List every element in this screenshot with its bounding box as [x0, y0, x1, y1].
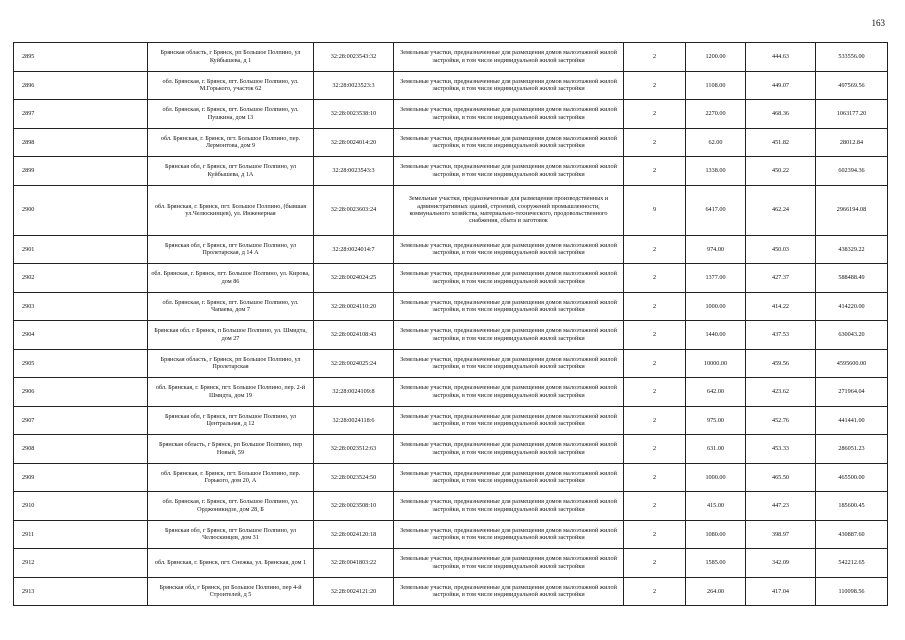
table-row [14, 378, 888, 407]
row-number-cell: 2910 [14, 492, 148, 521]
cadastral-value-cell: 438329.22 [816, 235, 888, 264]
table-row [14, 100, 888, 129]
row-number-cell: 2904 [14, 321, 148, 350]
specific-value-cell: 427.37 [746, 264, 816, 293]
cadastral-number-cell: 32:28:0023603:24 [314, 185, 394, 235]
specific-value-cell: 462.24 [746, 185, 816, 235]
specific-value-cell: 452.76 [746, 406, 816, 435]
group-cell: 2 [624, 463, 686, 492]
table-row [14, 520, 888, 549]
land-use-cell: Земельные участки, предназначенные для размещения домов малоэтажной жилой застройки, в том числе индивидуальной жилой застройки [394, 321, 624, 350]
cadastral-value-table [13, 42, 888, 606]
address-cell: Брянская область, г Брянск, рп Большое Полпино, пер Новый, 59 [148, 435, 314, 464]
address-cell: обл. Брянская, г. Брянск, пгт. Большое Полпино, ул. Кирова, дом 86 [148, 264, 314, 293]
specific-value-cell: 453.33 [746, 435, 816, 464]
specific-value-cell: 447.23 [746, 492, 816, 521]
address-cell: обл. Брянская, г. Брянск, пгт. Большое Полпино, ул. Пушкина, дом 13 [148, 100, 314, 129]
address-cell: Брянская область, г Брянск, рп Большое Полпино, ул Куйбышева, д 1 [148, 43, 314, 72]
specific-value-cell: 459.56 [746, 349, 816, 378]
table-row [14, 264, 888, 293]
cadastral-value-cell: 602394.36 [816, 157, 888, 186]
group-cell: 2 [624, 292, 686, 321]
address-cell: Брянская обл, г Брянск, пгт Большое Полпино, ул Куйбышева, д 1А [148, 157, 314, 186]
address-cell: Брянская обл, г Брянск, пгт Большое Полпино, ул Центральная, д 12 [148, 406, 314, 435]
address-cell: Брянская обл, г Брянск, пгт Большое Полпино, ул Пролетарская, д 14 А [148, 235, 314, 264]
row-number-cell: 2908 [14, 435, 148, 464]
table-body [14, 43, 888, 606]
area-cell: 1377.00 [686, 264, 746, 293]
table-row [14, 292, 888, 321]
specific-value-cell: 451.82 [746, 128, 816, 157]
cadastral-value-cell: 2966194.08 [816, 185, 888, 235]
area-cell: 1000.00 [686, 463, 746, 492]
group-cell: 2 [624, 435, 686, 464]
row-number-cell: 2913 [14, 577, 148, 606]
land-use-cell: Земельные участки, предназначенные для размещения домов малоэтажной жилой застройки, в том числе индивидуальной жилой застройки [394, 378, 624, 407]
table-row [14, 43, 888, 72]
address-cell: Брянская обл. г Брянск, п Большое Полпино, ул. Шмидта, дом 27 [148, 321, 314, 350]
land-use-cell: Земельные участки, предназначенные для размещения домов малоэтажной жилой застройки, в том числе индивидуальной жилой застройки [394, 492, 624, 521]
address-cell: обл. Брянская, г. Брянск, пгт. Большое Полпино, пер. Лермонтова, дом 9 [148, 128, 314, 157]
area-cell: 631.00 [686, 435, 746, 464]
area-cell: 1585.00 [686, 549, 746, 578]
area-cell: 1440.00 [686, 321, 746, 350]
group-cell: 2 [624, 264, 686, 293]
group-cell: 2 [624, 43, 686, 72]
group-cell: 2 [624, 128, 686, 157]
area-cell: 2270.00 [686, 100, 746, 129]
group-cell: 2 [624, 349, 686, 378]
area-cell: 415.00 [686, 492, 746, 521]
cadastral-number-cell: 32:28:0024110:20 [314, 292, 394, 321]
specific-value-cell: 417.04 [746, 577, 816, 606]
table-row [14, 157, 888, 186]
group-cell: 2 [624, 378, 686, 407]
specific-value-cell: 414.22 [746, 292, 816, 321]
address-cell: Брянская обл, г Брянск, пгт Большое Полпино, ул Челюскинцев, дом 31 [148, 520, 314, 549]
address-cell: Брянская область, г Брянск, рп Большое Полпино, ул Пролетарская [148, 349, 314, 378]
cadastral-number-cell: 32:28:0024121:20 [314, 577, 394, 606]
cadastral-number-cell: 32:28:0024120:18 [314, 520, 394, 549]
cadastral-number-cell: 32:28:0023543:32 [314, 43, 394, 72]
specific-value-cell: 450.03 [746, 235, 816, 264]
land-use-cell: Земельные участки, предназначенные для размещения производственных и административных зданий, строений, сооружений промышленности, коммунального хозяйства, материально-технического, продовольственного снабжения, сбыта и заготовок [394, 185, 624, 235]
row-number-cell: 2905 [14, 349, 148, 378]
table-row [14, 577, 888, 606]
group-cell: 2 [624, 157, 686, 186]
group-cell: 2 [624, 321, 686, 350]
cadastral-value-cell: 542212.65 [816, 549, 888, 578]
row-number-cell: 2903 [14, 292, 148, 321]
address-cell: обл. Брянская, г. Брянск, пгт. Большое Полпино, пер. 2-й Шмидта, дом 19 [148, 378, 314, 407]
area-cell: 1200.00 [686, 43, 746, 72]
land-use-cell: Земельные участки, предназначенные для размещения домов малоэтажной жилой застройки, в том числе индивидуальной жилой застройки [394, 157, 624, 186]
cadastral-value-cell: 1063177.20 [816, 100, 888, 129]
cadastral-number-cell: 32:28:0023524:50 [314, 463, 394, 492]
table-row [14, 235, 888, 264]
cadastral-value-cell: 630043.20 [816, 321, 888, 350]
address-cell: обл. Брянская, г. Брянск, пгт. Снежка, ул. Брянская, дом 1 [148, 549, 314, 578]
table-row [14, 463, 888, 492]
cadastral-number-cell: 32:28:0023523:3 [314, 71, 394, 100]
row-number-cell: 2900 [14, 185, 148, 235]
land-use-cell: Земельные участки, предназначенные для размещения домов малоэтажной жилой застройки, в том числе индивидуальной жилой застройки [394, 71, 624, 100]
cadastral-number-cell: 32:28:0024108:43 [314, 321, 394, 350]
table-row [14, 349, 888, 378]
group-cell: 2 [624, 100, 686, 129]
specific-value-cell: 423.62 [746, 378, 816, 407]
specific-value-cell: 465.50 [746, 463, 816, 492]
group-cell: 2 [624, 71, 686, 100]
row-number-cell: 2909 [14, 463, 148, 492]
cadastral-number-cell: 32:28:0024014:7 [314, 235, 394, 264]
land-use-cell: Земельные участки, предназначенные для размещения домов малоэтажной жилой застройки, в том числе индивидуальной жилой застройки [394, 264, 624, 293]
table-row [14, 549, 888, 578]
row-number-cell: 2897 [14, 100, 148, 129]
land-use-cell: Земельные участки, предназначенные для размещения домов малоэтажной жилой застройки, в том числе индивидуальной жилой застройки [394, 128, 624, 157]
area-cell: 10000.00 [686, 349, 746, 378]
land-use-cell: Земельные участки, предназначенные для размещения домов малоэтажной жилой застройки, в том числе индивидуальной жилой застройки [394, 235, 624, 264]
area-cell: 62.00 [686, 128, 746, 157]
table-row [14, 71, 888, 100]
row-number-cell: 2907 [14, 406, 148, 435]
area-cell: 6417.00 [686, 185, 746, 235]
land-use-cell: Земельные участки, предназначенные для размещения домов малоэтажной жилой застройки, в том числе индивидуальной жилой застройки [394, 549, 624, 578]
address-cell: обл. Брянская, г. Брянск, пгт. Большое Полпино, ул. Чапаева, дом 7 [148, 292, 314, 321]
land-use-cell: Земельные участки, предназначенные для размещения домов малоэтажной жилой застройки, в том числе индивидуальной жилой застройки [394, 577, 624, 606]
table-row [14, 492, 888, 521]
row-number-cell: 2895 [14, 43, 148, 72]
group-cell: 9 [624, 185, 686, 235]
specific-value-cell: 468.36 [746, 100, 816, 129]
group-cell: 2 [624, 406, 686, 435]
cadastral-value-cell: 4595600.00 [816, 349, 888, 378]
land-use-cell: Земельные участки, предназначенные для размещения домов малоэтажной жилой застройки, в том числе индивидуальной жилой застройки [394, 520, 624, 549]
row-number-cell: 2902 [14, 264, 148, 293]
cadastral-number-cell: 32:28:0023512:63 [314, 435, 394, 464]
cadastral-number-cell: 32:28:0023538:10 [314, 100, 394, 129]
area-cell: 1080.00 [686, 520, 746, 549]
area-cell: 974.00 [686, 235, 746, 264]
table-row [14, 435, 888, 464]
cadastral-value-cell: 441441.00 [816, 406, 888, 435]
area-cell: 642.00 [686, 378, 746, 407]
land-use-cell: Земельные участки, предназначенные для размещения домов малоэтажной жилой застройки, в том числе индивидуальной жилой застройки [394, 292, 624, 321]
page-number: 163 [871, 18, 885, 28]
table-row [14, 406, 888, 435]
area-cell: 1338.00 [686, 157, 746, 186]
land-use-cell: Земельные участки, предназначенные для размещения домов малоэтажной жилой застройки, в том числе индивидуальной жилой застройки [394, 43, 624, 72]
land-use-cell: Земельные участки, предназначенные для размещения домов малоэтажной жилой застройки, в том числе индивидуальной жилой застройки [394, 435, 624, 464]
cadastral-value-cell: 430887.60 [816, 520, 888, 549]
address-cell: обл. Брянская, г. Брянск, пгт. Большое Полпино, (бывшая ул.Челюскинцев), ул. Инженерная [148, 185, 314, 235]
cadastral-value-cell: 497569.56 [816, 71, 888, 100]
table-row [14, 128, 888, 157]
area-cell: 1108.00 [686, 71, 746, 100]
cadastral-value-cell: 110098.56 [816, 577, 888, 606]
cadastral-number-cell: 32:28:0024014:20 [314, 128, 394, 157]
land-use-cell: Земельные участки, предназначенные для размещения домов малоэтажной жилой застройки, в том числе индивидуальной жилой застройки [394, 463, 624, 492]
cadastral-value-cell: 414220.00 [816, 292, 888, 321]
cadastral-number-cell: 32:28:0024118:6 [314, 406, 394, 435]
land-use-cell: Земельные участки, предназначенные для размещения домов малоэтажной жилой застройки, в том числе индивидуальной жилой застройки [394, 349, 624, 378]
area-cell: 264.00 [686, 577, 746, 606]
cadastral-value-cell: 28012.84 [816, 128, 888, 157]
area-cell: 975.00 [686, 406, 746, 435]
address-cell: обл. Брянская, г. Брянск, пгт. Большое Полпино, пер. Горького, дом 20, А [148, 463, 314, 492]
cadastral-value-cell: 533556.00 [816, 43, 888, 72]
row-number-cell: 2911 [14, 520, 148, 549]
row-number-cell: 2896 [14, 71, 148, 100]
cadastral-number-cell: 32:28:0041803:22 [314, 549, 394, 578]
specific-value-cell: 450.22 [746, 157, 816, 186]
area-cell: 1000.00 [686, 292, 746, 321]
cadastral-value-cell: 286051.23 [816, 435, 888, 464]
cadastral-value-cell: 271964.04 [816, 378, 888, 407]
group-cell: 2 [624, 520, 686, 549]
cadastral-value-cell: 588488.49 [816, 264, 888, 293]
row-number-cell: 2906 [14, 378, 148, 407]
group-cell: 2 [624, 549, 686, 578]
specific-value-cell: 342.09 [746, 549, 816, 578]
specific-value-cell: 398.97 [746, 520, 816, 549]
specific-value-cell: 444.63 [746, 43, 816, 72]
row-number-cell: 2912 [14, 549, 148, 578]
cadastral-number-cell: 32:28:0024025:24 [314, 349, 394, 378]
group-cell: 2 [624, 235, 686, 264]
table-row [14, 321, 888, 350]
land-use-cell: Земельные участки, предназначенные для размещения домов малоэтажной жилой застройки, в том числе индивидуальной жилой застройки [394, 406, 624, 435]
cadastral-number-cell: 32:28:0024024:25 [314, 264, 394, 293]
cadastral-number-cell: 32:28:0023543:3 [314, 157, 394, 186]
table-row [14, 185, 888, 235]
row-number-cell: 2901 [14, 235, 148, 264]
land-use-cell: Земельные участки, предназначенные для размещения домов малоэтажной жилой застройки, в том числе индивидуальной жилой застройки [394, 100, 624, 129]
specific-value-cell: 437.53 [746, 321, 816, 350]
group-cell: 2 [624, 492, 686, 521]
row-number-cell: 2899 [14, 157, 148, 186]
cadastral-number-cell: 32:28:0024109:8 [314, 378, 394, 407]
address-cell: обл. Брянская, г. Брянск, пгт. Большое Полпино, ул. М.Горького, участок 62 [148, 71, 314, 100]
cadastral-number-cell: 32:28:0023508:10 [314, 492, 394, 521]
address-cell: Брянская обл, г Брянск, рп Большое Полпино, пер 4-й Строителей, д 5 [148, 577, 314, 606]
address-cell: обл. Брянская, г. Брянск, пгт. Большое Полпино, ул. Орджоникидзе, дом 28, Б [148, 492, 314, 521]
cadastral-value-cell: 465500.00 [816, 463, 888, 492]
group-cell: 2 [624, 577, 686, 606]
specific-value-cell: 449.07 [746, 71, 816, 100]
row-number-cell: 2898 [14, 128, 148, 157]
cadastral-value-cell: 185600.45 [816, 492, 888, 521]
